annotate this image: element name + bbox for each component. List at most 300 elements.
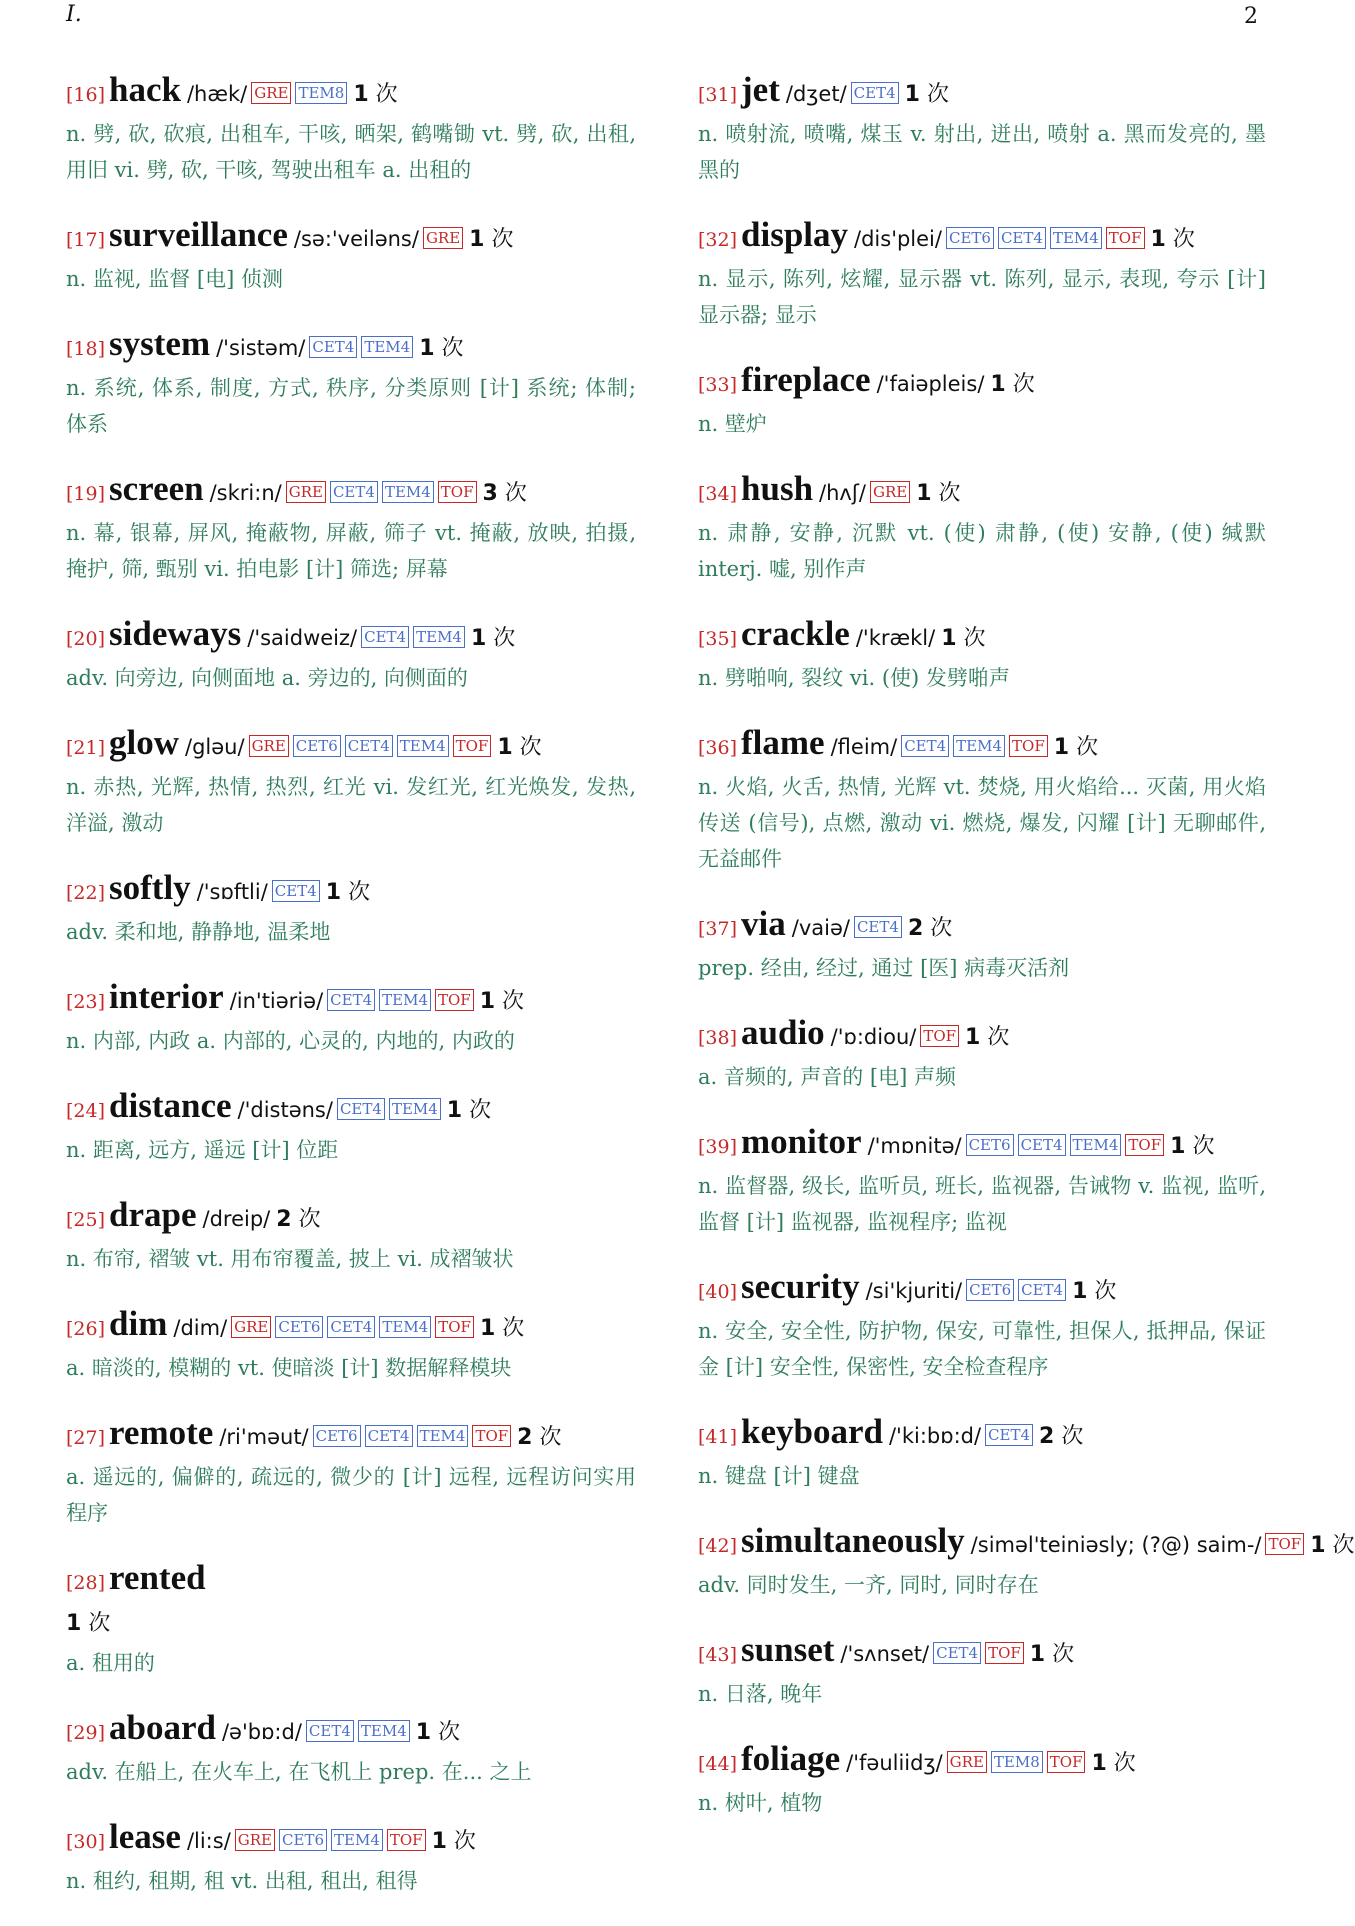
exam-tag: GRE xyxy=(235,1829,275,1851)
entry-head xyxy=(66,723,636,769)
count-value: 3 xyxy=(482,481,498,506)
entry-head xyxy=(698,904,1266,950)
exam-tag: CET4 xyxy=(1018,1134,1066,1156)
headword: remote xyxy=(109,1413,214,1452)
occurrence-count xyxy=(1310,1533,1354,1558)
entry-head xyxy=(66,1708,636,1754)
occurrence-count xyxy=(1091,1751,1135,1776)
exam-tag: GRE xyxy=(423,227,463,249)
entry-head xyxy=(698,469,1266,515)
phonetic: /dis'plei/ xyxy=(854,227,942,251)
entry-number: [32] xyxy=(698,229,738,251)
vocab-entry xyxy=(698,1739,1266,1821)
vocab-entry xyxy=(698,360,1266,442)
count-value: 1 xyxy=(479,1316,496,1341)
vocab-entry xyxy=(66,1817,636,1899)
exam-tag: CET4 xyxy=(901,735,949,757)
occurrence-count xyxy=(1151,227,1195,252)
exam-tag: GRE xyxy=(947,1751,987,1773)
count-unit: 次 xyxy=(298,1207,321,1232)
headword: lease xyxy=(109,1817,181,1856)
entry-number: [19] xyxy=(66,483,106,505)
count-value: 2 xyxy=(1039,1424,1055,1449)
exam-tag: CET4 xyxy=(330,481,378,503)
definition: adv. 柔和地, 静静地, 温柔地 xyxy=(66,920,331,944)
count-unit: 次 xyxy=(438,1720,461,1745)
entry-head xyxy=(66,977,636,1023)
definition: n. 劈啪响, 裂纹 vi. (使) 发劈啪声 xyxy=(698,666,1010,690)
count-unit: 次 xyxy=(469,1098,492,1123)
count-unit: 次 xyxy=(1192,1134,1215,1159)
exam-tag: CET4 xyxy=(327,1316,375,1338)
exam-tag: CET4 xyxy=(361,626,409,648)
vocab-entry xyxy=(698,1630,1266,1712)
phonetic: /'mɒnitə/ xyxy=(867,1134,962,1158)
entry-head xyxy=(66,868,636,914)
entry-head xyxy=(698,1630,1266,1676)
count-value: 2 xyxy=(907,916,924,941)
exam-tag: TOF xyxy=(453,735,492,757)
exam-tag: TEM4 xyxy=(331,1829,383,1851)
phonetic: /'saidweiz/ xyxy=(247,626,358,650)
vocab-entry xyxy=(66,1413,636,1531)
chapter-label: I. xyxy=(66,2,82,27)
phonetic: /ri'məut/ xyxy=(219,1425,309,1449)
count-unit: 次 xyxy=(987,1025,1010,1050)
phonetic: /in'tiəriə/ xyxy=(229,989,324,1013)
headword: hack xyxy=(109,70,181,109)
exam-tag: CET6 xyxy=(279,1829,327,1851)
exam-tag: CET4 xyxy=(337,1098,385,1120)
count-value: 1 xyxy=(497,735,513,760)
headword: via xyxy=(741,904,786,943)
occurrence-count xyxy=(276,1207,320,1232)
entry-head xyxy=(698,723,1266,769)
count-unit: 次 xyxy=(1332,1533,1355,1558)
vocab-entry xyxy=(66,215,636,297)
definition: n. 监督器, 级长, 监听员, 班长, 监视器, 告诫物 v. 监视, 监听, 监督 [计] 监视器, 监视程序; 监视 xyxy=(698,1174,1266,1234)
definition: n. 布帘, 褶皱 vt. 用布帘覆盖, 披上 vi. 成褶皱状 xyxy=(66,1247,514,1271)
entry-head xyxy=(698,1122,1266,1168)
definition: n. 监视, 监督 [电] 侦测 xyxy=(66,267,283,291)
occurrence-count xyxy=(1054,735,1098,760)
definition: adv. 向旁边, 向侧面地 a. 旁边的, 向侧面的 xyxy=(66,666,468,690)
exam-tag: TOF xyxy=(1106,227,1145,249)
exam-tag: TOF xyxy=(387,1829,426,1851)
exam-tag: TOF xyxy=(1047,1751,1086,1773)
entry-number: [35] xyxy=(698,628,738,650)
entry-number: [16] xyxy=(66,84,106,106)
entry-head xyxy=(698,614,1266,660)
occurrence-count xyxy=(517,1425,561,1450)
phonetic: /ə'bɒ:d/ xyxy=(221,1720,302,1744)
headword: aboard xyxy=(109,1708,216,1747)
exam-tag: CET4 xyxy=(998,227,1046,249)
definition: n. 租约, 租期, 租 vt. 出租, 租出, 租得 xyxy=(66,1869,418,1893)
entry-head xyxy=(698,215,1266,261)
phonetic: /hʌʃ/ xyxy=(819,481,866,505)
count-value: 1 xyxy=(941,626,957,651)
count-value: 1 xyxy=(66,1611,82,1636)
headword: screen xyxy=(109,469,204,508)
entry-number: [42] xyxy=(698,1535,738,1557)
definition: n. 距离, 远方, 遥远 [计] 位距 xyxy=(66,1138,339,1162)
count-line xyxy=(66,1604,636,1645)
entry-head xyxy=(66,1817,636,1863)
exam-tag: CET4 xyxy=(1018,1279,1066,1301)
count-value: 1 xyxy=(965,1025,981,1050)
entry-head xyxy=(66,1413,636,1459)
headword: sideways xyxy=(109,614,242,653)
count-value: 1 xyxy=(419,336,435,361)
occurrence-count xyxy=(66,1611,110,1636)
count-unit: 次 xyxy=(930,916,953,941)
occurrence-count xyxy=(469,227,513,252)
count-value: 1 xyxy=(1029,1642,1046,1667)
headword: surveillance xyxy=(109,215,288,254)
vocab-entry xyxy=(698,614,1266,696)
vocab-entry xyxy=(698,1521,1355,1603)
entry-head xyxy=(66,469,636,515)
entry-head xyxy=(66,215,636,261)
occurrence-count xyxy=(471,626,515,651)
definition: prep. 经由, 经过, 通过 [医] 病毒灭活剂 xyxy=(698,956,1070,980)
headword: hush xyxy=(741,469,814,508)
count-unit: 次 xyxy=(1052,1642,1075,1667)
headword: interior xyxy=(109,977,224,1016)
right-column xyxy=(698,70,1355,1848)
exam-tag: GRE xyxy=(231,1316,271,1338)
exam-tag: TOF xyxy=(472,1425,511,1447)
occurrence-count xyxy=(326,880,370,905)
headword: security xyxy=(741,1267,860,1306)
count-unit: 次 xyxy=(926,82,949,107)
headword: keyboard xyxy=(741,1412,883,1451)
count-unit: 次 xyxy=(441,336,464,361)
count-value: 2 xyxy=(517,1425,533,1450)
count-unit: 次 xyxy=(1061,1424,1084,1449)
vocab-entry xyxy=(698,904,1266,986)
count-unit: 次 xyxy=(1172,227,1195,252)
headword: drape xyxy=(109,1195,197,1234)
entry-head xyxy=(698,1267,1266,1313)
definition: n. 肃静, 安静, 沉默 vt. (使) 肃静, (使) 安静, (使) 缄默 interj. 嘘, 别作声 xyxy=(698,521,1266,581)
exam-tag: TEM4 xyxy=(361,336,413,358)
exam-tag: GRE xyxy=(249,735,289,757)
entry-number: [44] xyxy=(698,1753,738,1775)
entry-number: [40] xyxy=(698,1281,738,1303)
phonetic: /hæk/ xyxy=(186,82,248,106)
count-value: 1 xyxy=(415,1720,432,1745)
vocab-entry xyxy=(698,215,1266,333)
entry-number: [22] xyxy=(66,882,106,904)
exam-tag: TEM4 xyxy=(417,1425,469,1447)
vocab-entry xyxy=(66,1558,636,1681)
entry-head xyxy=(698,1013,1266,1059)
phonetic: /siməl'teiniəsly; (?@) saim-/ xyxy=(970,1533,1262,1557)
exam-tag: CET6 xyxy=(966,1279,1014,1301)
occurrence-count xyxy=(1030,1642,1074,1667)
vocab-entry xyxy=(698,1412,1266,1494)
entry-number: [25] xyxy=(66,1209,106,1231)
definition: n. 壁炉 xyxy=(698,412,767,436)
entry-number: [43] xyxy=(698,1644,738,1666)
vocab-entry xyxy=(698,469,1266,587)
count-value: 1 xyxy=(446,1098,463,1123)
vocab-entry xyxy=(66,614,636,696)
count-unit: 次 xyxy=(539,1425,562,1450)
exam-tag: TEM4 xyxy=(358,1720,410,1742)
vocab-entry xyxy=(66,1195,636,1277)
entry-number: [18] xyxy=(66,338,106,360)
phonetic: /'sɒftli/ xyxy=(196,880,268,904)
exam-tag: TEM8 xyxy=(295,82,347,104)
vocab-entry xyxy=(66,1304,636,1386)
entry-head xyxy=(698,70,1266,116)
exam-tag: TOF xyxy=(435,989,474,1011)
phonetic: /li:s/ xyxy=(186,1829,231,1853)
phonetic: /'sʌnset/ xyxy=(840,1642,930,1666)
count-unit: 次 xyxy=(1076,735,1099,760)
phonetic: /'faiəpleis/ xyxy=(876,372,985,396)
entry-head xyxy=(66,70,636,116)
headword: crackle xyxy=(741,614,850,653)
entry-number: [27] xyxy=(66,1427,106,1449)
count-unit: 次 xyxy=(504,481,527,506)
phonetic: /dreip/ xyxy=(202,1207,271,1231)
count-unit: 次 xyxy=(375,82,398,107)
occurrence-count xyxy=(480,1316,524,1341)
exam-tag: TEM4 xyxy=(379,1316,431,1338)
definition: a. 音频的, 声音的 [电] 声频 xyxy=(698,1065,956,1089)
headword: foliage xyxy=(741,1739,841,1778)
vocab-entry xyxy=(66,1086,636,1168)
headword: glow xyxy=(109,723,180,762)
count-value: 2 xyxy=(276,1207,292,1232)
phonetic: /si'kjuriti/ xyxy=(865,1279,963,1303)
count-unit: 次 xyxy=(502,1316,525,1341)
entry-head xyxy=(66,614,636,660)
exam-tag: CET4 xyxy=(309,336,357,358)
occurrence-count xyxy=(905,82,949,107)
entry-number: [24] xyxy=(66,1100,106,1122)
count-unit: 次 xyxy=(1012,372,1035,397)
entry-head xyxy=(698,1412,1266,1458)
exam-tag: TEM4 xyxy=(953,735,1005,757)
exam-tag: CET4 xyxy=(306,1720,354,1742)
headword: distance xyxy=(109,1086,232,1125)
entry-number: [21] xyxy=(66,737,106,759)
exam-tag: TEM4 xyxy=(1050,227,1102,249)
headword: rented xyxy=(109,1558,206,1597)
occurrence-count xyxy=(1039,1424,1083,1449)
occurrence-count xyxy=(432,1829,476,1854)
exam-tag: TOF xyxy=(1009,735,1048,757)
definition: a. 遥远的, 偏僻的, 疏远的, 微少的 [计] 远程, 远程访问实用程序 xyxy=(66,1465,636,1525)
phonetic: /'krækl/ xyxy=(855,626,936,650)
count-value: 1 xyxy=(479,989,496,1014)
vocab-entry xyxy=(698,70,1266,188)
count-unit: 次 xyxy=(1113,1751,1136,1776)
vocab-entry xyxy=(66,1708,636,1790)
exam-tag: GRE xyxy=(870,481,910,503)
occurrence-count xyxy=(497,735,541,760)
headword: display xyxy=(741,215,849,254)
exam-tag: CET4 xyxy=(327,989,375,1011)
exam-tag: TEM4 xyxy=(382,481,434,503)
exam-tag: CET6 xyxy=(313,1425,361,1447)
exam-tag: CET4 xyxy=(933,1642,981,1664)
headword: flame xyxy=(741,723,825,762)
phonetic: /'sistəm/ xyxy=(216,336,306,360)
entry-number: [38] xyxy=(698,1027,738,1049)
entry-number: [30] xyxy=(66,1831,106,1853)
occurrence-count xyxy=(419,336,463,361)
phonetic: /skri:n/ xyxy=(209,481,282,505)
vocab-entry xyxy=(698,1013,1266,1095)
exam-tag: CET6 xyxy=(293,735,341,757)
exam-tag: CET6 xyxy=(966,1134,1014,1156)
entry-number: [20] xyxy=(66,628,106,650)
headword: sunset xyxy=(741,1630,835,1669)
exam-tag: CET4 xyxy=(272,880,320,902)
entry-number: [34] xyxy=(698,483,738,505)
exam-tag: GRE xyxy=(286,481,326,503)
definition: n. 赤热, 光辉, 热情, 热烈, 红光 vi. 发红光, 红光焕发, 发热, 洋溢, 激动 xyxy=(66,775,636,835)
definition: n. 树叶, 植物 xyxy=(698,1791,823,1815)
exam-tag: CET4 xyxy=(345,735,393,757)
exam-tag: TEM4 xyxy=(1070,1134,1122,1156)
count-unit: 次 xyxy=(502,989,525,1014)
entry-number: [29] xyxy=(66,1722,106,1744)
entry-number: [36] xyxy=(698,737,738,759)
occurrence-count xyxy=(1170,1134,1214,1159)
exam-tag: TOF xyxy=(1265,1533,1304,1555)
count-value: 1 xyxy=(1091,1751,1107,1776)
occurrence-count xyxy=(447,1098,491,1123)
definition: a. 暗淡的, 模糊的 vt. 使暗淡 [计] 数据解释模块 xyxy=(66,1356,512,1380)
headword: system xyxy=(109,324,211,363)
vocab-entry xyxy=(698,1267,1266,1385)
occurrence-count xyxy=(416,1720,460,1745)
exam-tag: TEM8 xyxy=(991,1751,1043,1773)
count-value: 1 xyxy=(1310,1533,1326,1558)
vocab-entry xyxy=(66,70,636,188)
definition: n. 安全, 安全性, 防护物, 保安, 可靠性, 担保人, 抵押品, 保证金 [计] 安全性, 保密性, 安全检查程序 xyxy=(698,1319,1266,1379)
count-unit: 次 xyxy=(938,481,961,506)
exam-tag: TOF xyxy=(920,1025,959,1047)
definition: n. 内部, 内政 a. 内部的, 心灵的, 内地的, 内政的 xyxy=(66,1029,515,1053)
count-value: 1 xyxy=(904,82,920,107)
vocab-entry xyxy=(66,324,636,442)
count-value: 1 xyxy=(1072,1279,1088,1304)
exam-tag: TEM4 xyxy=(389,1098,441,1120)
vocab-entry xyxy=(66,977,636,1059)
entry-head xyxy=(66,1558,636,1604)
entry-head xyxy=(66,1195,636,1241)
occurrence-count xyxy=(353,82,397,107)
definition: n. 显示, 陈列, 炫耀, 显示器 vt. 陈列, 显示, 表现, 夸示 [计] 显示器; 显示 xyxy=(698,267,1266,327)
phonetic: /dʒet/ xyxy=(785,82,847,106)
count-value: 1 xyxy=(431,1829,447,1854)
entry-number: [31] xyxy=(698,84,738,106)
phonetic: /'fəuliidʒ/ xyxy=(846,1751,943,1775)
definition: a. 租用的 xyxy=(66,1651,155,1675)
entry-head xyxy=(66,1304,636,1350)
entry-number: [41] xyxy=(698,1426,738,1448)
definition: n. 喷射流, 喷嘴, 煤玉 v. 射出, 迸出, 喷射 a. 黑而发亮的, 墨黑的 xyxy=(698,122,1266,182)
count-unit: 次 xyxy=(491,227,514,252)
exam-tag: TEM4 xyxy=(413,626,465,648)
count-value: 1 xyxy=(1053,735,1070,760)
count-value: 1 xyxy=(1170,1134,1186,1159)
exam-tag: CET6 xyxy=(946,227,994,249)
entry-head xyxy=(698,1739,1266,1785)
headword: jet xyxy=(741,70,780,109)
phonetic: /vaiə/ xyxy=(791,916,850,940)
exam-tag: CET4 xyxy=(854,916,902,938)
definition: n. 幕, 银幕, 屏风, 掩蔽物, 屏蔽, 筛子 vt. 掩蔽, 放映, 拍摄, 掩护, 筛, 甄别 vi. 拍电影 [计] 筛选; 屏幕 xyxy=(66,521,636,581)
entry-number: [17] xyxy=(66,229,106,251)
occurrence-count xyxy=(1072,1279,1116,1304)
entry-head xyxy=(698,360,1266,406)
count-value: 1 xyxy=(353,82,369,107)
entry-number: [33] xyxy=(698,374,738,396)
definition: adv. 在船上, 在火车上, 在飞机上 prep. 在... 之上 xyxy=(66,1760,532,1784)
headword: dim xyxy=(109,1304,168,1343)
exam-tag: TOF xyxy=(985,1642,1024,1664)
definition: adv. 同时发生, 一齐, 同时, 同时存在 xyxy=(698,1573,1039,1597)
exam-tag: CET6 xyxy=(275,1316,323,1338)
exam-tag: CET4 xyxy=(851,82,899,104)
entry-head xyxy=(66,324,636,370)
headword: audio xyxy=(741,1013,825,1052)
entry-number: [39] xyxy=(698,1136,738,1158)
definition: n. 键盘 [计] 键盘 xyxy=(698,1464,860,1488)
entry-number: [26] xyxy=(66,1318,106,1340)
entry-number: [37] xyxy=(698,918,738,940)
entry-number: [23] xyxy=(66,991,106,1013)
definition: n. 劈, 砍, 砍痕, 出租车, 干咳, 晒架, 鹤嘴锄 vt. 劈, 砍, 出租, 用旧 vi. 劈, 砍, 干咳, 驾驶出租车 a. 出租的 xyxy=(66,122,636,182)
phonetic: /gləu/ xyxy=(185,735,245,759)
vocab-entry xyxy=(66,723,636,841)
exam-tag: CET4 xyxy=(365,1425,413,1447)
count-value: 1 xyxy=(325,880,342,905)
vocab-entry xyxy=(698,723,1266,877)
headword: monitor xyxy=(741,1122,862,1161)
entry-number: [28] xyxy=(66,1572,106,1594)
count-value: 1 xyxy=(469,227,485,252)
vocab-entry xyxy=(698,1122,1266,1240)
phonetic: /'distəns/ xyxy=(237,1098,333,1122)
occurrence-count xyxy=(990,372,1034,397)
occurrence-count xyxy=(965,1025,1009,1050)
phonetic: /'ɒ:diou/ xyxy=(830,1025,917,1049)
exam-tag: CET4 xyxy=(985,1424,1033,1446)
count-unit: 次 xyxy=(519,735,542,760)
page-number: 2 xyxy=(1244,4,1258,29)
count-unit: 次 xyxy=(453,1829,476,1854)
count-unit: 次 xyxy=(348,880,371,905)
phonetic: /'ki:bɒ:d/ xyxy=(888,1424,982,1448)
vocab-entry xyxy=(66,868,636,950)
headword: softly xyxy=(109,868,191,907)
count-value: 1 xyxy=(1150,227,1166,252)
exam-tag: TEM4 xyxy=(397,735,449,757)
count-value: 1 xyxy=(916,481,932,506)
occurrence-count xyxy=(916,481,960,506)
exam-tag: GRE xyxy=(251,82,291,104)
